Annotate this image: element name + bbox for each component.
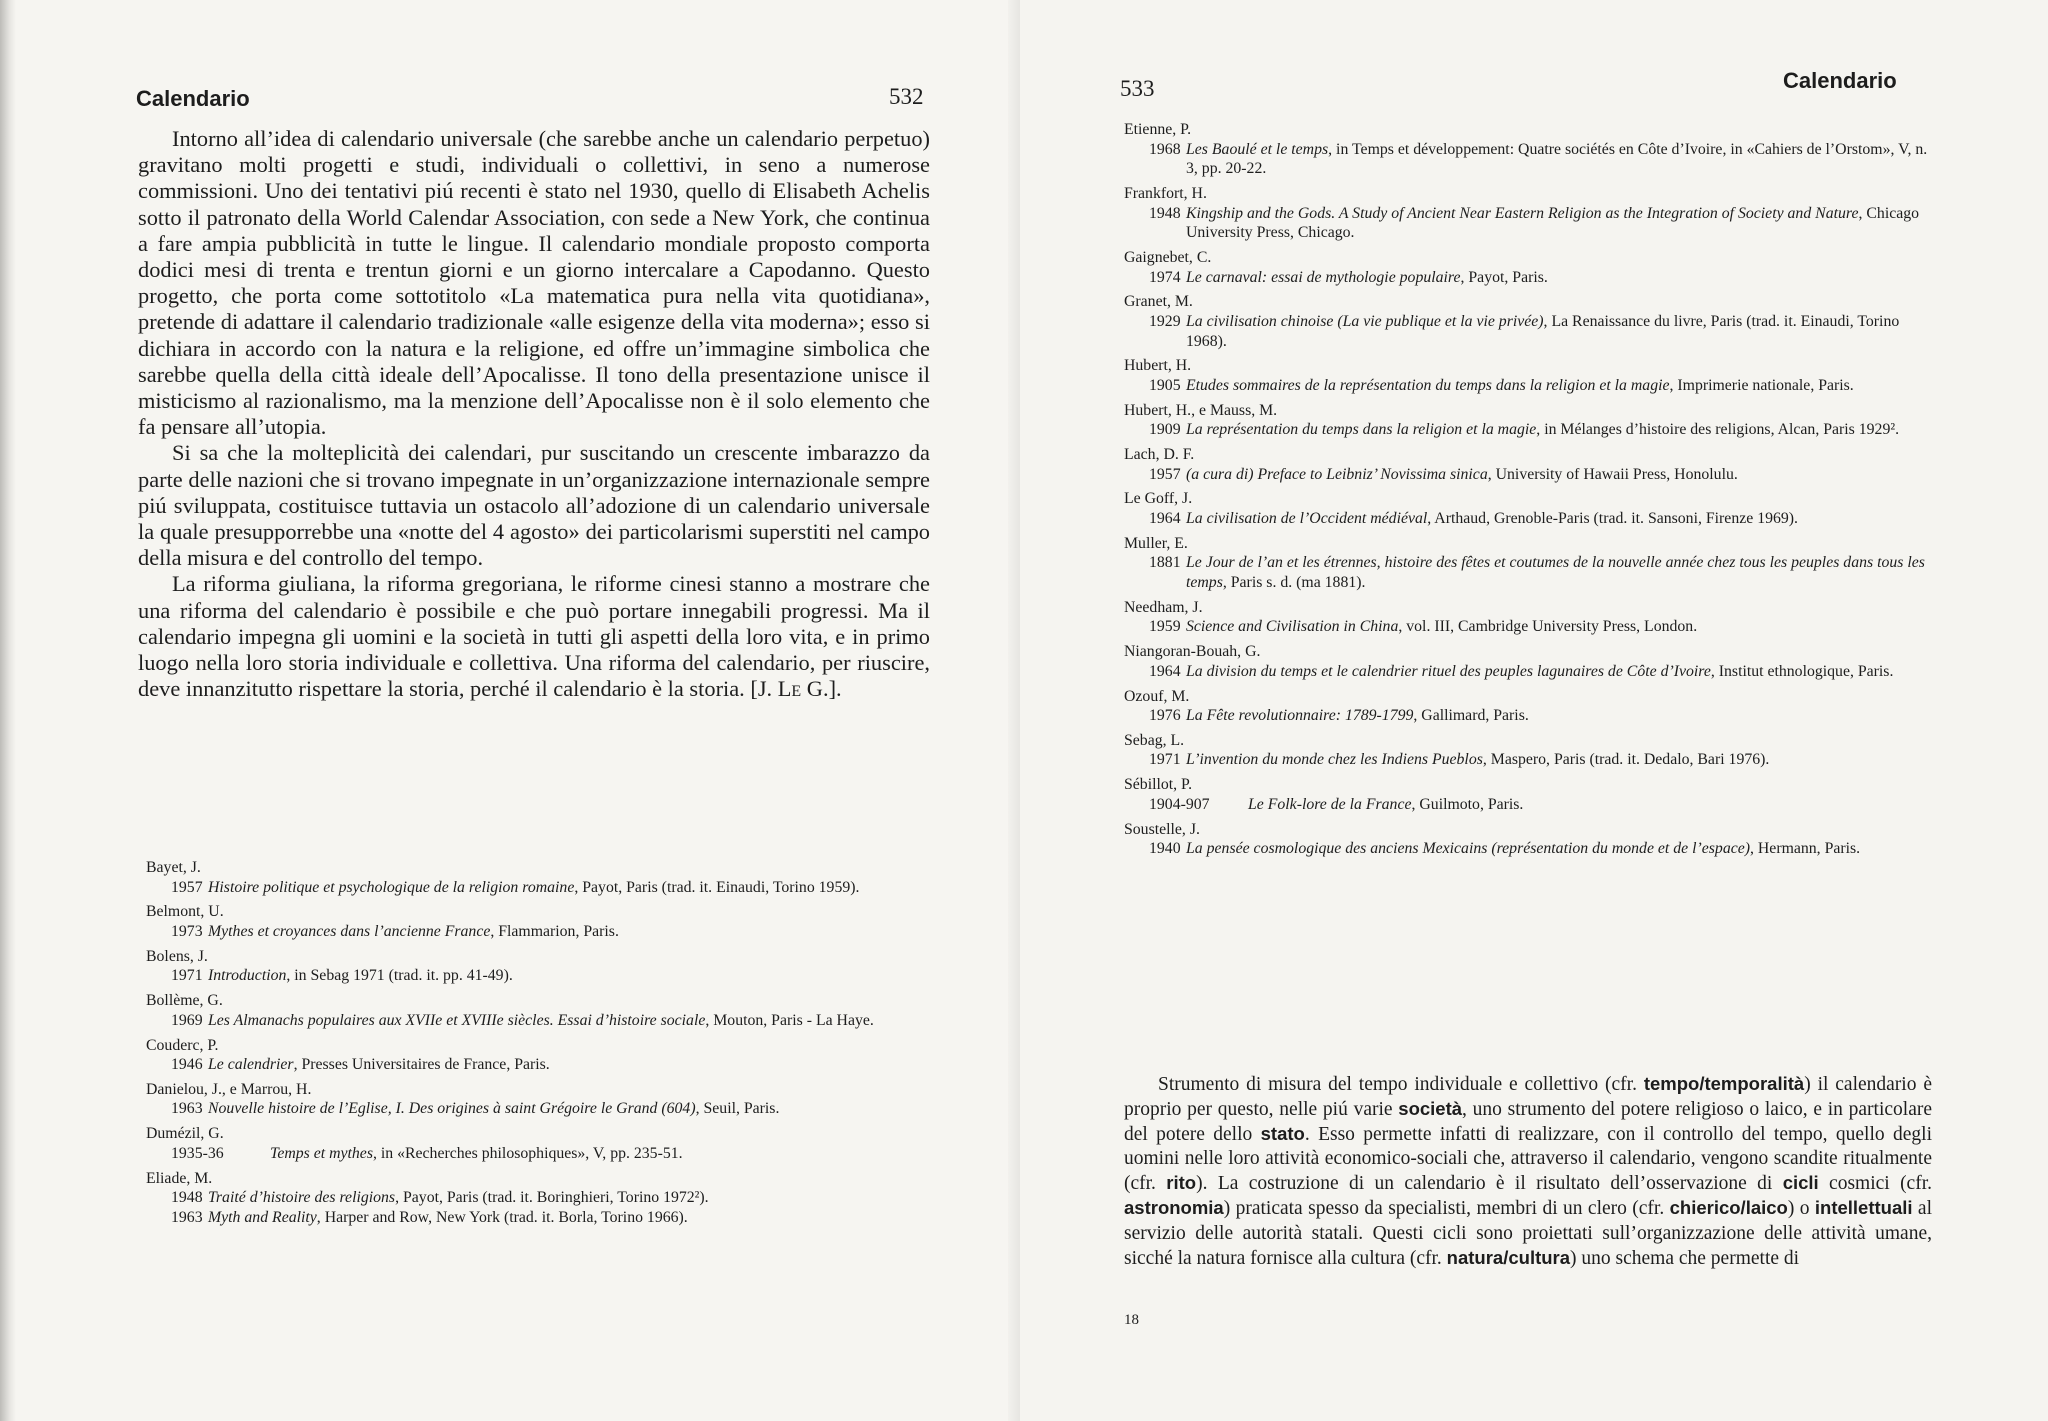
entry-title: L’invention du monde chez les Indiens Pueblos bbox=[1186, 751, 1483, 769]
entry-year: 1973 bbox=[171, 922, 203, 940]
summary-segment: ) uno schema che permette di bbox=[1570, 1247, 1800, 1269]
bibliography-entry bbox=[1124, 687, 1932, 726]
entry-details: , vol. III, Cambridge University Press, London. bbox=[1398, 618, 1698, 636]
bibliography-entry bbox=[1124, 292, 1932, 351]
entry-title: Les Baoulé et le temps bbox=[1186, 140, 1329, 158]
entry-work bbox=[146, 1188, 930, 1208]
entry-work bbox=[146, 966, 930, 986]
paragraph bbox=[138, 571, 930, 702]
entry-author: Dumézil, G. bbox=[146, 1125, 224, 1143]
bibliography-entry bbox=[146, 1036, 930, 1075]
bibliography-entry bbox=[146, 902, 930, 941]
summary-segment: al servizio delle autorità statali. Questi cicli sono proiettati sull’organizzazione delle attività umane, sicché la natura fornisce alla cultura (cfr. bbox=[1124, 1198, 1932, 1269]
entry-year: 1905 bbox=[1149, 376, 1181, 394]
entry-work bbox=[146, 1144, 930, 1164]
entry-title: La division du temps et le calendrier rituel des peuples lagunaires de Côte d’Ivoire bbox=[1186, 662, 1711, 680]
entry-description bbox=[1186, 465, 1932, 485]
concept-reference: natura/cultura bbox=[1446, 1246, 1571, 1268]
bibliography-entry bbox=[146, 1169, 930, 1228]
bibliography-entry bbox=[1124, 445, 1932, 484]
entry-work bbox=[146, 1055, 930, 1075]
entry-description bbox=[270, 1144, 930, 1164]
entry-work bbox=[1124, 839, 1932, 859]
entry-title: (a cura di) Preface to Leibniz’ Novissima sinica bbox=[1186, 465, 1488, 483]
entry-description bbox=[208, 966, 930, 986]
entry-title: Etudes sommaires de la représentation du temps dans la religion et la magie bbox=[1186, 376, 1670, 394]
entry-year: 1935-36 bbox=[171, 1144, 224, 1162]
entry-title: Myth and Reality bbox=[208, 1208, 317, 1226]
entry-work bbox=[1124, 420, 1932, 440]
entry-author: Belmont, U. bbox=[146, 903, 224, 921]
entry-work bbox=[1124, 553, 1932, 592]
entry-work bbox=[1124, 662, 1932, 682]
entry-year: 1971 bbox=[171, 967, 203, 985]
entry-details: , Guilmoto, Paris. bbox=[1411, 795, 1524, 813]
entry-work bbox=[146, 922, 930, 942]
entry-author: Muller, E. bbox=[1124, 534, 1188, 552]
entry-author: Granet, M. bbox=[1124, 293, 1193, 311]
summary-segment: ). La costruzione di un calendario è il risultato dell’osservazione di bbox=[1196, 1173, 1783, 1195]
entry-work bbox=[1124, 706, 1932, 726]
bibliography-entry bbox=[1124, 401, 1932, 440]
footer-number: 18 bbox=[1124, 1312, 1139, 1328]
bibliography-left bbox=[146, 858, 930, 1233]
entry-details: , Imprimerie nationale, Paris. bbox=[1669, 376, 1854, 394]
entry-description bbox=[1186, 204, 1932, 243]
entry-work bbox=[1124, 617, 1932, 637]
entry-details: , Paris s. d. (ma 1881). bbox=[1222, 573, 1366, 591]
summary-segment: ) o bbox=[1787, 1198, 1815, 1220]
entry-description bbox=[1186, 839, 1932, 859]
entry-details: , in «Recherches philosophiques», V, pp. 235-51. bbox=[372, 1144, 683, 1162]
bibliography-entry bbox=[1124, 356, 1932, 395]
entry-description bbox=[208, 1208, 930, 1228]
entry-title: La civilisation de l’Occident médiéval bbox=[1186, 510, 1428, 527]
entry-title: Traité d’histoire des religions bbox=[208, 1189, 396, 1207]
bibliography-right bbox=[1124, 120, 1932, 864]
entry-title: Les Almanachs populaires aux XVIIe et XVIIIe siècles. Essai d’histoire sociale bbox=[208, 1011, 706, 1029]
entry-title: La civilisation chinoise (La vie publique et la vie privée) bbox=[1186, 312, 1544, 330]
entry-year: 1969 bbox=[171, 1011, 203, 1029]
concept-reference: tempo/temporalità bbox=[1643, 1073, 1805, 1094]
entry-work bbox=[1124, 750, 1932, 770]
entry-description bbox=[1248, 795, 1932, 815]
entry-description bbox=[1186, 268, 1932, 288]
entry-description bbox=[208, 1055, 930, 1075]
entry-details: , in Temps et développement: Quatre sociétés en Côte d’Ivoire, in «Cahiers de l’Orstom», V, n. 3, pp. 20-22. bbox=[1186, 140, 1928, 178]
entry-year: 1948 bbox=[1149, 204, 1181, 222]
summary-segment: Strumento di misura del tempo individuale e collettivo (cfr. bbox=[1158, 1074, 1644, 1095]
bibliography-entry bbox=[1124, 534, 1932, 593]
bibliography-entry bbox=[1124, 775, 1932, 814]
entry-details: , Gallimard, Paris. bbox=[1413, 707, 1529, 725]
concept-reference: intellettuali bbox=[1814, 1197, 1913, 1219]
entry-description bbox=[208, 1011, 930, 1031]
entry-author: Ozouf, M. bbox=[1124, 687, 1190, 705]
entry-year: 1957 bbox=[171, 878, 203, 896]
concept-reference: rito bbox=[1166, 1172, 1197, 1194]
bibliography-entry bbox=[1124, 731, 1932, 770]
entry-details: , Chicago University Press, Chicago. bbox=[1186, 204, 1920, 242]
entry-title: Introduction bbox=[208, 967, 287, 985]
entry-description bbox=[208, 1188, 930, 1208]
entry-work bbox=[1124, 204, 1932, 243]
entry-description bbox=[208, 1099, 930, 1119]
entry-description bbox=[208, 922, 930, 942]
entry-year: 1909 bbox=[1149, 421, 1181, 439]
entry-description bbox=[1186, 420, 1932, 440]
entry-work bbox=[146, 1208, 930, 1228]
bibliography-entry bbox=[146, 858, 930, 897]
entry-details: , Seuil, Paris. bbox=[695, 1100, 780, 1118]
entry-author: Sébillot, P. bbox=[1124, 776, 1193, 794]
entry-details: , Hermann, Paris. bbox=[1750, 840, 1861, 858]
page-edge-shadow bbox=[0, 0, 16, 1421]
entry-description bbox=[1186, 553, 1932, 592]
entry-year: 1940 bbox=[1149, 840, 1181, 858]
entry-details: , Institut ethnologique, Paris. bbox=[1710, 662, 1894, 680]
paragraph-text: La riforma giuliana, la riforma gregoriana, le riforme cinesi stanno a mostrare che una riforma del calendario è possibile e che può portare innegabili progressi. Ma il calendario impegna gli uomini e la società in tutti gli aspetti della loro vita, e in primo luogo nella loro storia individuale e collettiva. Una riforma del calendario, per riuscire, deve innanzitutto rispettare la storia, perché il calendario è la storia. bbox=[138, 571, 930, 702]
entry-author: Le Goff, J. bbox=[1124, 490, 1193, 508]
summary-segment: ) il calendario è proprio per questo, nelle piú varie bbox=[1124, 1074, 1932, 1121]
entry-author: Bolens, J. bbox=[146, 947, 208, 965]
entry-year: 1959 bbox=[1149, 618, 1181, 636]
entry-work bbox=[1124, 795, 1932, 815]
running-title: Calendario bbox=[1783, 68, 1897, 93]
entry-author: Couderc, P. bbox=[146, 1036, 219, 1054]
page-number: 532 bbox=[889, 84, 924, 109]
summary-segment: ) praticata spesso da specialisti, membri di un clero (cfr. bbox=[1223, 1198, 1670, 1220]
entry-work bbox=[1124, 312, 1932, 351]
bibliography-entry bbox=[1124, 248, 1932, 287]
entry-work bbox=[146, 1011, 930, 1031]
concept-reference: chierico/laico bbox=[1669, 1197, 1788, 1219]
entry-year: 1929 bbox=[1149, 312, 1181, 330]
entry-year: 1881 bbox=[1149, 554, 1181, 572]
summary-segment: , uno strumento del potere religioso o laico, e in particolare del potere dello bbox=[1124, 1099, 1932, 1146]
concept-reference: cicli bbox=[1782, 1172, 1819, 1194]
entry-description bbox=[1186, 617, 1932, 637]
entry-author: Niangoran-Bouah, G. bbox=[1124, 643, 1261, 661]
entry-title: Le Folk-lore de la France bbox=[1248, 795, 1412, 813]
concept-reference: società bbox=[1398, 1098, 1463, 1120]
entry-year: 1963 bbox=[171, 1100, 203, 1118]
entry-description bbox=[1186, 376, 1932, 396]
entry-title: Mythes et croyances dans l’ancienne France bbox=[208, 922, 491, 940]
entry-title: Temps et mythes bbox=[270, 1144, 373, 1162]
entry-title: Nouvelle histoire de l’Eglise, I. Des origines à saint Grégoire le Grand (604) bbox=[208, 1100, 696, 1118]
entry-work bbox=[1124, 465, 1932, 485]
summary-segment: cosmici (cfr. bbox=[1818, 1173, 1932, 1195]
author-signature: [J. Le G.]. bbox=[750, 676, 842, 702]
entry-title: La Fête revolutionnaire: 1789-1799 bbox=[1186, 707, 1414, 725]
entry-work bbox=[1124, 140, 1932, 179]
entry-year: 1904-907 bbox=[1149, 795, 1210, 813]
entry-author: Gaignebet, C. bbox=[1124, 248, 1212, 266]
entry-work bbox=[1124, 376, 1932, 396]
bibliography-entry bbox=[146, 947, 930, 986]
paragraph: Si sa che la molteplicità dei calendari, pur suscitando un crescente imbarazzo da parte delle nazioni che si trovano impegnate in un’organizzazione internazionale sempre piú sviluppata, costituisce tuttavia un ostacolo all’adozione di un calendario universale la quale presupporrebbe una «notte del 4 agosto» dei particolarismi superstiti nel campo della misura e del controllo del tempo. bbox=[138, 440, 930, 571]
entry-year: 1976 bbox=[1149, 707, 1181, 725]
entry-title: Le carnaval: essai de mythologie populaire bbox=[1186, 268, 1461, 286]
entry-year: 1964 bbox=[1149, 510, 1181, 527]
left-page bbox=[0, 0, 1020, 1421]
entry-author: Hubert, H. bbox=[1124, 357, 1192, 375]
entry-year: 1964 bbox=[1149, 662, 1181, 680]
running-title: Calendario bbox=[136, 86, 250, 111]
concept-reference: astronomia bbox=[1124, 1197, 1224, 1219]
entry-author: Bollème, G. bbox=[146, 992, 223, 1010]
entry-description bbox=[208, 878, 930, 898]
entry-work bbox=[1124, 268, 1932, 288]
page-number: 533 bbox=[1120, 76, 1155, 101]
entry-details: , Payot, Paris (trad. it. Boringhieri, Torino 1972²). bbox=[395, 1189, 709, 1207]
main-text bbox=[138, 126, 930, 702]
entry-details: , Arthaud, Grenoble-Paris (trad. it. Sansoni, Firenze 1969). bbox=[1427, 510, 1798, 527]
bibliography-entry bbox=[1124, 489, 1932, 528]
bibliography-entry bbox=[1124, 642, 1932, 681]
bibliography-entry bbox=[1124, 120, 1932, 179]
entry-description bbox=[1186, 706, 1932, 726]
entry-work bbox=[146, 1099, 930, 1119]
entry-description bbox=[1186, 750, 1932, 770]
entry-title: La représentation du temps dans la religion et la magie bbox=[1186, 421, 1537, 439]
entry-author: Frankfort, H. bbox=[1124, 184, 1207, 202]
bibliography-entry bbox=[1124, 598, 1932, 637]
entry-details: , in Mélanges d’histoire des religions, Alcan, Paris 1929². bbox=[1536, 421, 1900, 439]
entry-author: Lach, D. F. bbox=[1124, 446, 1195, 464]
summary-segment: . Esso permette infatti di realizzare, con il controllo del tempo, quello degli uomini nelle loro attività economico-sociali che, attraverso il calendario, vengono scandite ritualmente (cfr. bbox=[1124, 1124, 1932, 1195]
entry-description bbox=[1186, 312, 1932, 351]
bibliography-entry bbox=[146, 1080, 930, 1119]
bibliography-entry bbox=[146, 991, 930, 1030]
entry-details: , La Renaissance du livre, Paris (trad. it. Einaudi, Torino 1968). bbox=[1186, 312, 1900, 350]
entry-year: 1971 bbox=[1149, 751, 1181, 769]
right-page bbox=[1020, 0, 2048, 1421]
entry-details: , Payot, Paris (trad. it. Einaudi, Torino 1959). bbox=[574, 878, 860, 896]
entry-details: , in Sebag 1971 (trad. it. pp. 41-49). bbox=[286, 967, 513, 985]
entry-author: Bayet, J. bbox=[146, 859, 201, 876]
entry-description bbox=[1186, 509, 1932, 529]
entry-year: 1948 bbox=[171, 1189, 203, 1207]
entry-work bbox=[146, 878, 930, 898]
entry-title: Kingship and the Gods. A Study of Ancient Near Eastern Religion as the Integration of Society and Nature bbox=[1186, 204, 1859, 222]
entry-description bbox=[1186, 662, 1932, 682]
entry-year: 1968 bbox=[1149, 140, 1181, 158]
entry-description bbox=[1186, 140, 1932, 179]
concept-reference: stato bbox=[1260, 1123, 1305, 1145]
entry-details: , Flammarion, Paris. bbox=[490, 922, 619, 940]
entry-author: Eliade, M. bbox=[146, 1169, 213, 1187]
entry-year: 1974 bbox=[1149, 268, 1181, 286]
entry-work bbox=[1124, 509, 1932, 529]
entry-author: Etienne, P. bbox=[1124, 121, 1192, 138]
entry-details: , Maspero, Paris (trad. it. Dedalo, Bari 1976). bbox=[1482, 751, 1770, 769]
entry-title: Le Jour de l’an et les étrennes, histoire des fêtes et coutumes de la nouvelle année chez tous les peuples dans tous les temps bbox=[1186, 554, 1925, 591]
entry-author: Needham, J. bbox=[1124, 598, 1203, 616]
entry-details: , Mouton, Paris - La Haye. bbox=[705, 1011, 874, 1029]
summary-paragraph bbox=[1124, 1072, 1932, 1271]
entry-author: Sebag, L. bbox=[1124, 731, 1185, 749]
entry-author: Soustelle, J. bbox=[1124, 820, 1200, 838]
entry-details: , Payot, Paris. bbox=[1460, 268, 1548, 286]
summary-text bbox=[1124, 1072, 1932, 1271]
bibliography-entry bbox=[1124, 184, 1932, 243]
bibliography-entry bbox=[146, 1124, 930, 1163]
paragraph: Intorno all’idea di calendario universale (che sarebbe anche un calendario perpetuo) gravitano molti progetti e studi, individuali o collettivi, in seno a numerose commissioni. Uno dei tentativi piú recenti è stato nel 1930, quello di Elisabeth Achelis sotto il patronato della World Calendar Association, con sede a New York, che continua a fare ampia pubblicità in tutte le lingue. Il calendario mondiale proposto comporta dodici mesi di trenta e trentun giorni e un giorno intercalare a Capodanno. Questo progetto, che porta come sottotitolo «La matematica pura nella vita quotidiana», pretende di adattare il calendario tradizionale «alle esigenze della vita moderna»; esso si dichiara in accordo con la natura e la religione, ed offre un’immagine simbolica che sarebbe quella della città ideale dell’Apocalisse. Il tono della presentazione unisce il misticismo al razionalismo, ma la menzione dell’Apocalisse non è il solo elemento che fa pensare all’utopia. bbox=[138, 126, 930, 440]
entry-title: Science and Civilisation in China bbox=[1186, 618, 1399, 636]
entry-details: , Harper and Row, New York (trad. it. Borla, Torino 1966). bbox=[316, 1208, 688, 1226]
entry-year: 1963 bbox=[171, 1208, 203, 1226]
bibliography-entry bbox=[1124, 820, 1932, 859]
entry-year: 1957 bbox=[1149, 465, 1181, 483]
entry-title: Le calendrier bbox=[208, 1056, 294, 1074]
entry-details: , Presses Universitaires de France, Paris. bbox=[293, 1056, 550, 1074]
entry-title: La pensée cosmologique des anciens Mexicains (représentation du monde et de l’espace) bbox=[1186, 840, 1750, 858]
entry-author: Danielou, J., e Marrou, H. bbox=[146, 1080, 312, 1098]
entry-title: Histoire politique et psychologique de la religion romaine bbox=[208, 878, 575, 896]
entry-year: 1946 bbox=[171, 1056, 203, 1074]
entry-author: Hubert, H., e Mauss, M. bbox=[1124, 401, 1278, 419]
entry-details: , University of Hawaii Press, Honolulu. bbox=[1487, 465, 1738, 483]
